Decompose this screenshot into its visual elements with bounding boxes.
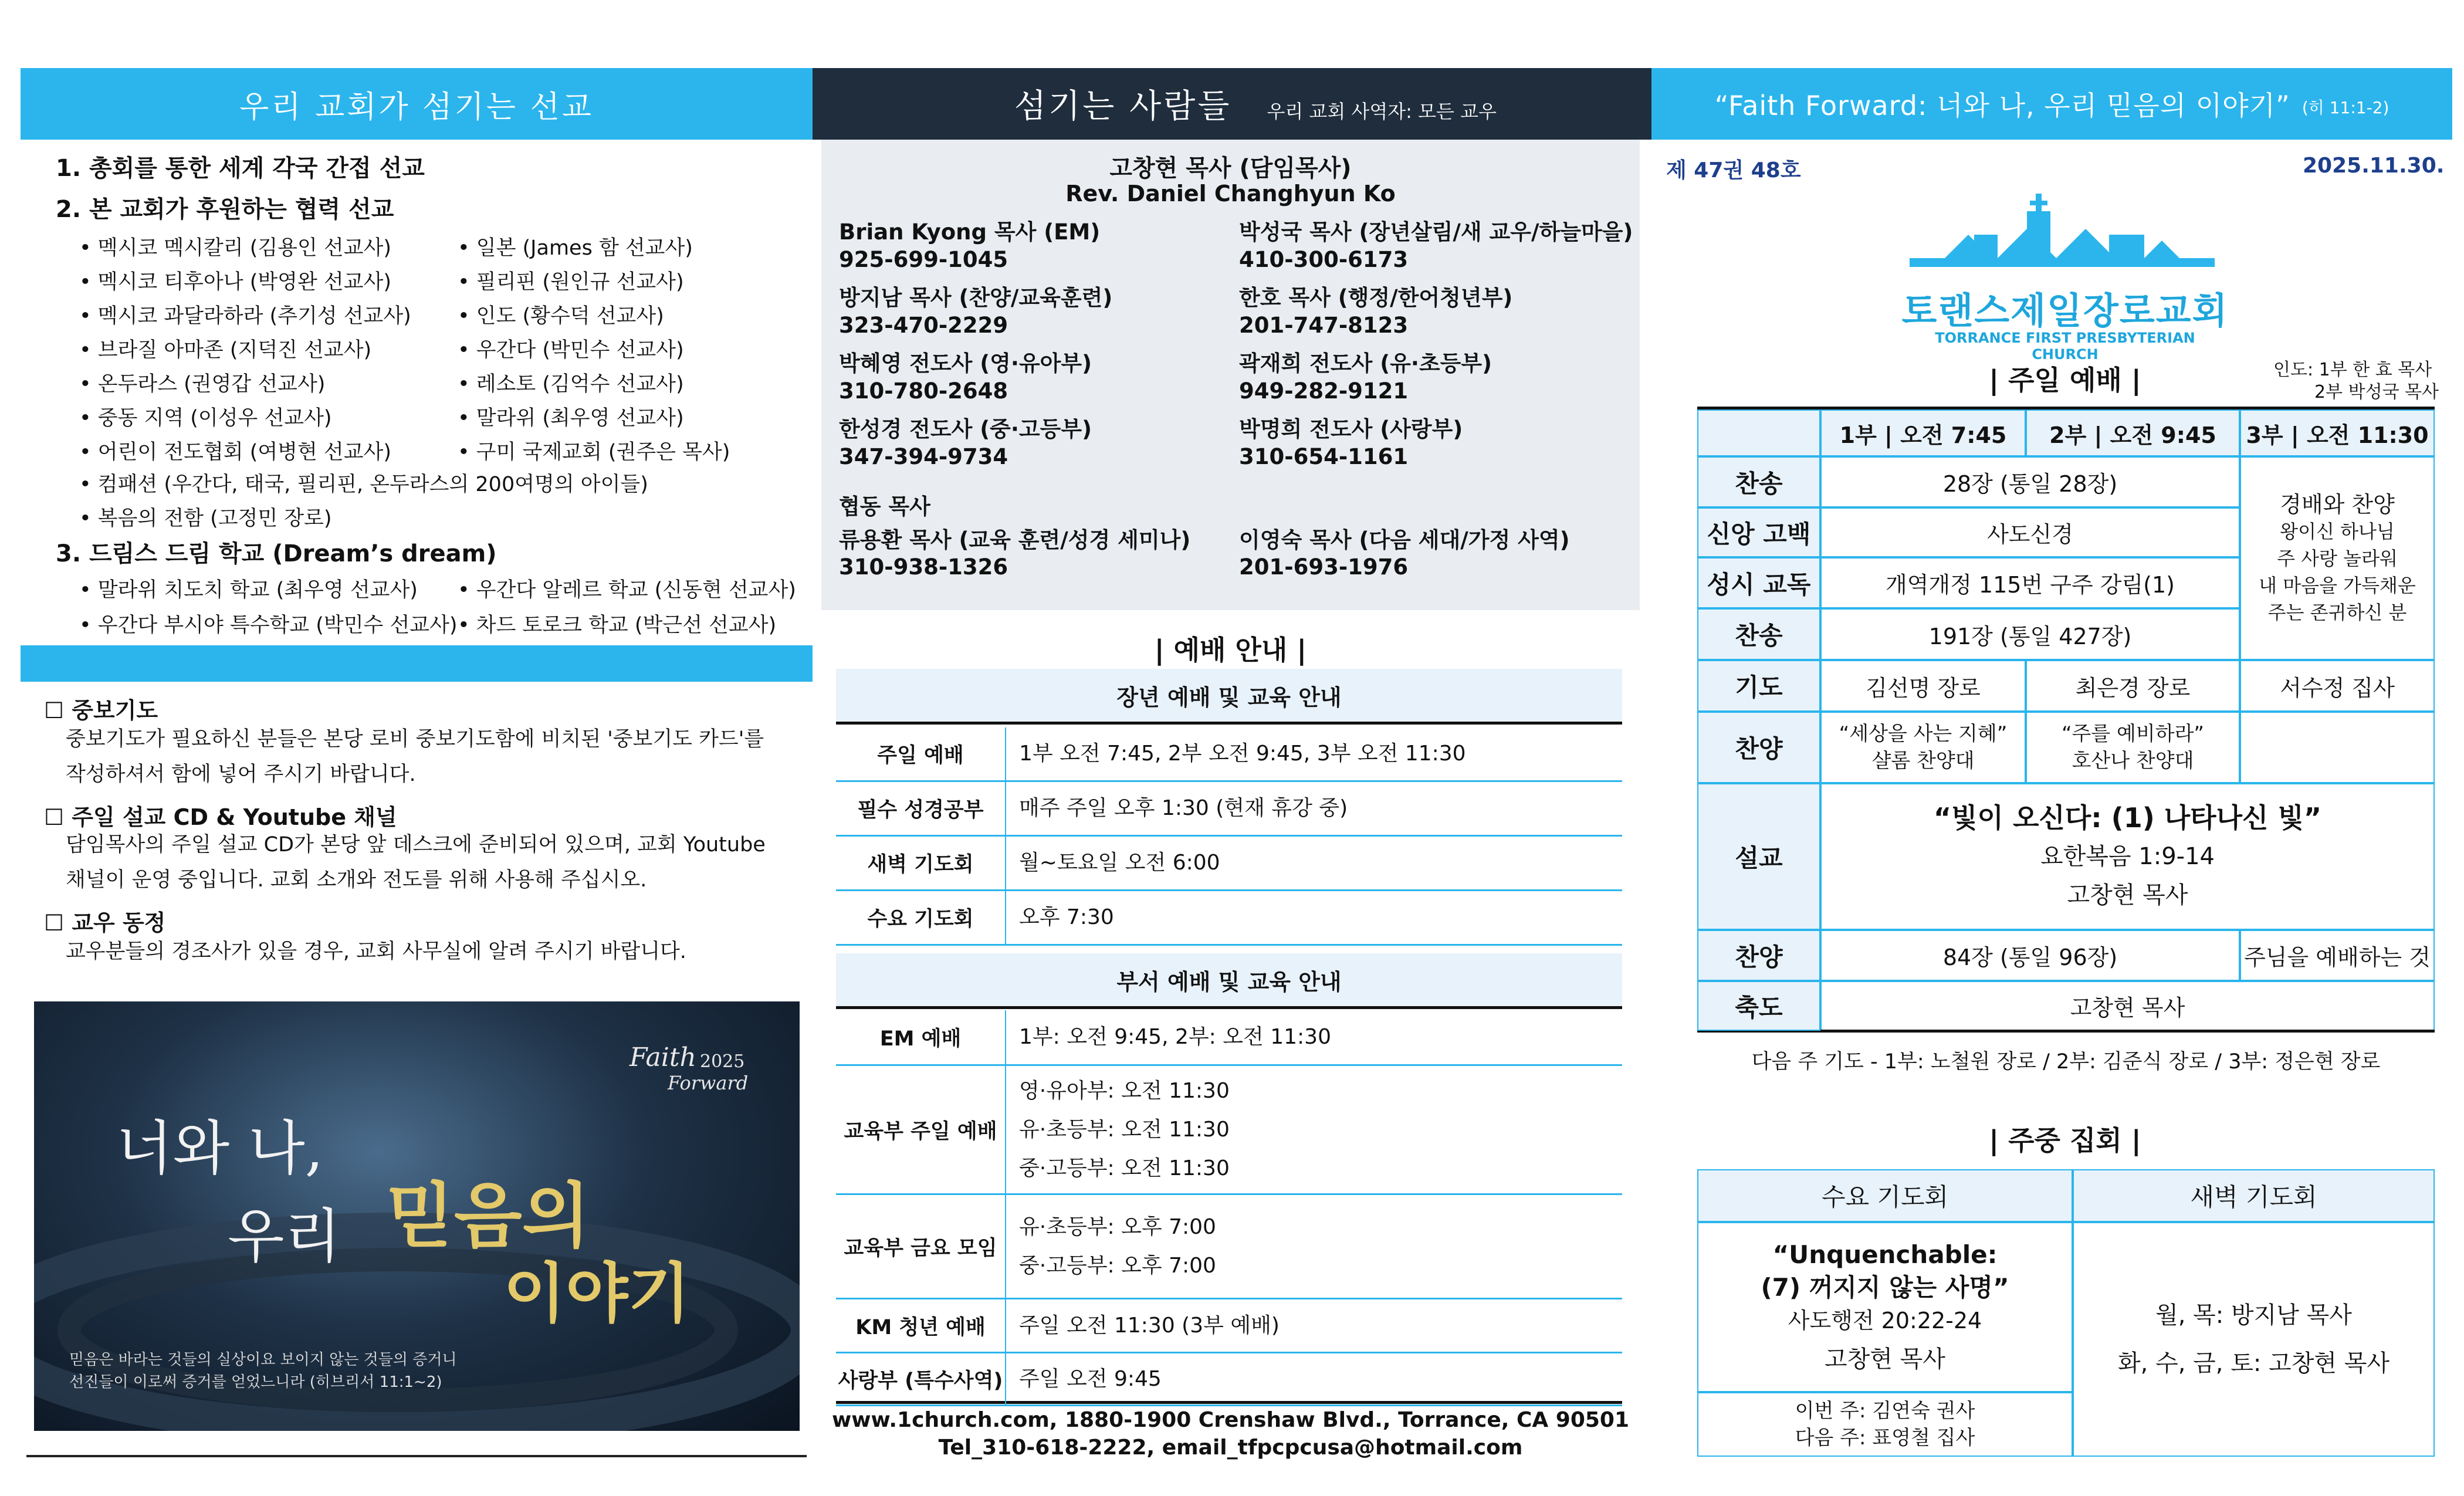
sermon-title: “빛이 오신다: (1) 나타나신 빛” <box>1933 802 2322 834</box>
coop-left-phone: 310-938-1326 <box>839 554 1008 580</box>
church-name-en: TORRANCE FIRST PRESBYTERIAN CHURCH <box>1935 330 2195 363</box>
row-value-line: 오후 7:30 <box>1019 905 1114 929</box>
mission-item: • 멕시코 멕시칼리 (김용인 선교사) <box>79 232 391 261</box>
notice-title-members: ☐ 교우 동정 <box>44 910 166 936</box>
choir-3-empty <box>2240 712 2435 783</box>
mission-item: • 차드 토로크 학교 (박근선 선교사) <box>458 609 776 638</box>
notice-text: 채널이 운영 중입니다. 교회 소개와 전도를 위해 사용해 주십시오. <box>66 868 647 892</box>
bulletin-date: 2025.11.30. <box>2303 154 2445 178</box>
row-value <box>1006 1299 1622 1352</box>
sermon <box>1820 783 2435 930</box>
row-value <box>1006 727 1622 780</box>
table-row <box>836 1299 1622 1353</box>
staff-phone: 410-300-6173 <box>1239 247 1409 272</box>
church-logo-icon <box>1910 194 2215 293</box>
staff-name: Brian Kyong 목사 (EM) <box>839 219 1101 245</box>
mission-item: • 일본 (James 함 선교사) <box>458 232 693 261</box>
row-value-line: 중·고등부: 오전 11:30 <box>1019 1156 1230 1180</box>
staff-name: 곽재희 전도사 (유·초등부) <box>1239 351 1492 376</box>
volume-number: 제 47권 48호 <box>1666 158 1801 182</box>
service-row-label: 기도 <box>1697 660 1820 712</box>
row-value <box>1006 837 1622 889</box>
mission-item: • 브라질 아마존 (지덕진 선교사) <box>79 334 371 363</box>
worship-guide-title: | 예배 안내 | <box>1154 634 1307 666</box>
wed-this-week: 이번 주: 김연숙 권사 <box>1795 1399 1975 1423</box>
service-column-head: 2부 | 오전 9:45 <box>2026 409 2240 456</box>
row-label: 교육부 금요 모임 <box>836 1195 1006 1298</box>
theme-header <box>1651 68 2452 140</box>
wed-next-week: 다음 주: 표영철 집사 <box>1795 1426 1975 1450</box>
theme-header-ref: (히 11:1-2) <box>2301 98 2389 117</box>
banner-year: 2025 <box>700 1051 745 1072</box>
hymn-1: 28장 (통일 28장) <box>1820 456 2240 507</box>
staff-header-title: 섬기는 사람들 <box>1014 87 1232 126</box>
hymn-3: 84장 (통일 96장) <box>1820 930 2240 981</box>
notice-text: 담임목사의 주일 설교 CD가 본당 앞 데스크에 준비되어 있으며, 교회 Youtube <box>66 833 766 857</box>
creed: 사도신경 <box>1820 507 2240 557</box>
mission-item: • 인도 (황수덕 선교사) <box>458 300 664 329</box>
hymn-2: 191장 (통일 427장) <box>1820 608 2240 660</box>
row-value-line: 중·고등부: 오후 7:00 <box>1019 1253 1216 1278</box>
staff-name: 한성경 전도사 (중·고등부) <box>839 417 1092 442</box>
choir-song: “세상을 사는 지혜” <box>1839 722 2008 746</box>
sermon-scripture: 요한복음 1:9-14 <box>2040 843 2215 870</box>
service-row-label: 찬송 <box>1697 608 1820 660</box>
notice-text: 작성하셔서 함에 넣어 주시기 바랍니다. <box>66 763 416 786</box>
blue-divider-bar <box>21 645 813 682</box>
choir-name: 호산나 찬양대 <box>2072 749 2194 773</box>
mission-item: • 우간다 부시야 특수학교 (박민수 선교사) <box>79 609 458 638</box>
service-row-label: 찬양 <box>1697 930 1820 981</box>
dawn-line-2: 화, 수, 금, 토: 고창현 목사 <box>2118 1350 2389 1377</box>
choir-name: 샬롬 찬양대 <box>1871 749 1975 773</box>
table-row <box>836 782 1622 837</box>
row-value-line: 유·초등부: 오후 7:00 <box>1019 1214 1216 1239</box>
adult-guide-title: 장년 예배 및 교육 안내 <box>836 669 1622 725</box>
table-row <box>836 891 1622 946</box>
dawn-line-1: 월, 목: 방지남 목사 <box>2155 1302 2352 1329</box>
senior-pastor-en: Rev. Daniel Changhyun Ko <box>1065 181 1396 207</box>
row-label: 필수 성경공부 <box>836 782 1006 835</box>
praise-line: 내 마음을 가득채운 <box>2259 574 2416 597</box>
mission-item: • 말라위 치도치 학교 (최우영 선교사) <box>79 574 418 603</box>
table-row <box>836 1010 1622 1066</box>
hymn-3-third-service: 주님을 예배하는 것 <box>2240 930 2435 981</box>
missions-header-title: 우리 교회가 섬기는 선교 <box>239 89 594 125</box>
staff-name: 박명희 전도사 (사랑부) <box>1239 417 1463 442</box>
staff-name: 박성국 목사 (장년살림/새 교우/하늘마을) <box>1239 219 1633 245</box>
benediction: 고창현 목사 <box>1820 981 2435 1031</box>
wed-preacher: 고창현 목사 <box>1825 1346 1945 1373</box>
coop-right-name: 이영숙 목사 (다음 세대/가정 사역) <box>1239 527 1570 553</box>
staff-phone: 201-747-8123 <box>1239 313 1409 338</box>
mission-item: • 레소토 (김억수 선교사) <box>458 368 684 397</box>
prayer-2: 최은경 장로 <box>2026 660 2240 712</box>
banner-line1: 너와 나, <box>116 1114 324 1183</box>
notice-title-youtube: ☐ 주일 설교 CD & Youtube 채널 <box>44 804 397 830</box>
table-row <box>836 727 1622 782</box>
responsive-reading: 개역개정 115번 구주 강림(1) <box>1820 557 2240 608</box>
banner-verse-1: 믿음은 바라는 것들의 실상이요 보이지 않는 것들의 증거니 <box>69 1351 457 1369</box>
row-label: 사랑부 (특수사역) <box>836 1353 1006 1404</box>
row-value <box>1006 1353 1622 1404</box>
notice-text: 중보기도가 필요하신 분들은 본당 로비 중보기도함에 비치된 '중보기도 카드'를 <box>66 727 764 751</box>
next-week-prayer: 다음 주 기도 - 1부: 노철원 장로 / 2부: 김준식 장로 / 3부: 정은현 장로 <box>1751 1050 2381 1074</box>
mission-section-1: 1. 총회를 통한 세계 각국 간접 선교 <box>56 155 425 182</box>
row-value-line: 유·초등부: 오전 11:30 <box>1019 1117 1230 1142</box>
coop-right-phone: 201-693-1976 <box>1239 554 1409 580</box>
row-label: EM 예배 <box>836 1010 1006 1064</box>
missions-header <box>21 68 813 140</box>
mission-item: • 복음의 전함 (고정민 장로) <box>79 502 332 532</box>
footer-address: www.1church.com, 1880-1900 Crenshaw Blvd., Torrance, CA 90501 <box>831 1408 1630 1432</box>
wednesday-prayer-leaders <box>1697 1392 2073 1457</box>
row-value <box>1006 891 1622 944</box>
row-label: 교육부 주일 예배 <box>836 1066 1006 1193</box>
banner-verse-2: 선진들이 이로써 증거를 얻었느니라 (히브리서 11:1~2) <box>69 1373 442 1391</box>
service-row-label: 축도 <box>1697 981 1820 1031</box>
sunday-service-title: | 주일 예배 | <box>1989 364 2141 396</box>
wed-title-1: “Unquenchable: <box>1772 1240 1998 1269</box>
row-value <box>1006 1010 1622 1064</box>
row-label: 주일 예배 <box>836 727 1006 780</box>
service-row-label: 찬송 <box>1697 456 1820 507</box>
staff-name: 방지남 목사 (찬양/교육훈련) <box>839 285 1113 310</box>
staff-phone: 310-780-2648 <box>839 378 1008 404</box>
praise-line: 주는 존귀하신 분 <box>2267 601 2407 624</box>
wednesday-content <box>1697 1222 2073 1392</box>
notice-text: 교우분들의 경조사가 있을 경우, 교회 사무실에 알려 주시기 바랍니다. <box>66 940 686 963</box>
service-row-label: 신앙 고백 <box>1697 507 1820 557</box>
coop-title: 협동 목사 <box>839 494 930 519</box>
weekday-title: | 주중 집회 | <box>1989 1125 2141 1156</box>
table-row <box>836 1195 1622 1299</box>
footer-contact: Tel_310-618-2222, email_tfpcpcusa@hotmail.com <box>938 1436 1523 1460</box>
banner-line3: 이야기 <box>503 1255 691 1331</box>
notice-title-prayer: ☐ 중보기도 <box>44 698 158 723</box>
service-row-label: 찬양 <box>1697 712 1820 783</box>
mission-item: • 말라위 (최우영 선교사) <box>458 402 684 431</box>
row-value-line: 주일 오전 11:30 (3부 예배) <box>1019 1313 1280 1338</box>
service-column-head: 3부 | 오전 11:30 <box>2240 409 2435 456</box>
sermon-preacher: 고창현 목사 <box>2067 882 2188 909</box>
staff-phone: 925-699-1045 <box>839 247 1008 272</box>
staff-header <box>813 68 1651 140</box>
prayer-1: 김선명 장로 <box>1820 660 2026 712</box>
row-value-line: 주일 오전 9:45 <box>1019 1366 1162 1391</box>
table-row <box>836 837 1622 891</box>
row-label: KM 청년 예배 <box>836 1299 1006 1352</box>
staff-phone: 310-654-1161 <box>1239 444 1409 469</box>
banner-faith: Faith <box>629 1043 696 1072</box>
service-column-head: 1부 | 오전 7:45 <box>1820 409 2026 456</box>
dawn-content <box>2073 1222 2435 1457</box>
choir-song: “주를 예비하라” <box>2061 722 2205 746</box>
row-value-line: 월~토요일 오전 6:00 <box>1019 851 1220 875</box>
service-row-label: 설교 <box>1697 783 1820 930</box>
third-service-praise <box>2240 456 2435 660</box>
dawn-head: 새벽 기도회 <box>2073 1169 2435 1222</box>
banner-line2a: 우리 <box>228 1202 341 1271</box>
row-value-line: 1부: 오전 9:45, 2부: 오전 11:30 <box>1019 1025 1331 1049</box>
leader-2: 2부 박성국 목사 <box>2314 382 2439 402</box>
mission-item: • 멕시코 티후아나 (박영완 선교사) <box>79 266 391 295</box>
staff-phone: 323-470-2229 <box>839 313 1008 338</box>
row-value-line: 매주 주일 오후 1:30 (현재 휴강 중) <box>1019 796 1348 820</box>
staff-header-sub: 우리 교회 사역자: 모든 교우 <box>1267 100 1497 123</box>
choir-1 <box>1820 712 2026 783</box>
staff-phone: 347-394-9734 <box>839 444 1008 469</box>
banner-line2b: 믿음의 <box>386 1175 590 1257</box>
praise-line: 경배와 찬양 <box>2280 491 2395 517</box>
wednesday-head: 수요 기도회 <box>1697 1169 2073 1222</box>
mission-item: • 우간다 알레르 학교 (신동현 선교사) <box>458 574 796 603</box>
row-label: 새벽 기도회 <box>836 837 1006 889</box>
row-value-line: 영·유아부: 오전 11:30 <box>1019 1078 1230 1103</box>
mission-item: • 중동 지역 (이성우 선교사) <box>79 402 332 431</box>
mission-section-2: 2. 본 교회가 후원하는 협력 선교 <box>56 196 394 223</box>
row-value <box>1006 782 1622 835</box>
wed-title-2: (7) 꺼지지 않는 사명” <box>1761 1273 2009 1302</box>
theme-banner-image <box>34 1001 800 1431</box>
staff-name: 박혜영 전도사 (영·유아부) <box>839 351 1092 376</box>
bottom-rule <box>26 1455 807 1457</box>
row-label: 수요 기도회 <box>836 891 1006 944</box>
choir-2 <box>2026 712 2240 783</box>
row-value <box>1006 1066 1622 1193</box>
dept-guide-title: 부서 예배 및 교육 안내 <box>836 953 1622 1009</box>
church-name-ko: 토랜스제일장로교회 <box>1901 289 2229 332</box>
praise-line: 주 사랑 놀라워 <box>2277 547 2398 570</box>
wed-scripture: 사도행전 20:22-24 <box>1788 1308 1982 1333</box>
mission-item: • 멕시코 과달라하라 (추기성 선교사) <box>79 300 411 329</box>
mission-item: • 어린이 전도협회 (여병현 선교사) <box>79 436 391 465</box>
mission-item: • 우간다 (박민수 선교사) <box>458 334 684 363</box>
service-table-corner <box>1697 409 1820 456</box>
praise-line: 왕이신 하나님 <box>2280 520 2395 543</box>
staff-name: 한호 목사 (행정/한어청년부) <box>1239 285 1513 310</box>
service-row-label: 성시 교독 <box>1697 557 1820 608</box>
senior-pastor: 고창현 목사 (담임목사) <box>1109 155 1352 182</box>
mission-item: • 필리핀 (원인규 선교사) <box>458 266 684 295</box>
mission-item: • 컴패션 (우간다, 태국, 필리핀, 온두라스의 200여명의 아이들) <box>79 468 648 497</box>
theme-header-title: “Faith Forward: 너와 나, 우리 믿음의 이야기” <box>1714 90 2290 121</box>
table-row <box>836 1353 1622 1406</box>
row-value <box>1006 1195 1622 1298</box>
mission-item: • 구미 국제교회 (권주은 목사) <box>458 436 730 465</box>
banner-forward: Forward <box>668 1072 749 1094</box>
staff-phone: 949-282-9121 <box>1239 378 1409 404</box>
leader-1: 인도: 1부 한 효 목사 <box>2273 360 2432 380</box>
mission-item: • 온두라스 (권영갑 선교사) <box>79 368 325 397</box>
mission-section-3: 3. 드림스 드림 학교 (Dream’s dream) <box>56 540 497 567</box>
row-value-line: 1부 오전 7:45, 2부 오전 9:45, 3부 오전 11:30 <box>1019 742 1466 766</box>
table-row <box>836 1066 1622 1195</box>
coop-left-name: 류용환 목사 (교육 훈련/성경 세미나) <box>839 527 1191 553</box>
prayer-3: 서수정 집사 <box>2240 660 2435 712</box>
